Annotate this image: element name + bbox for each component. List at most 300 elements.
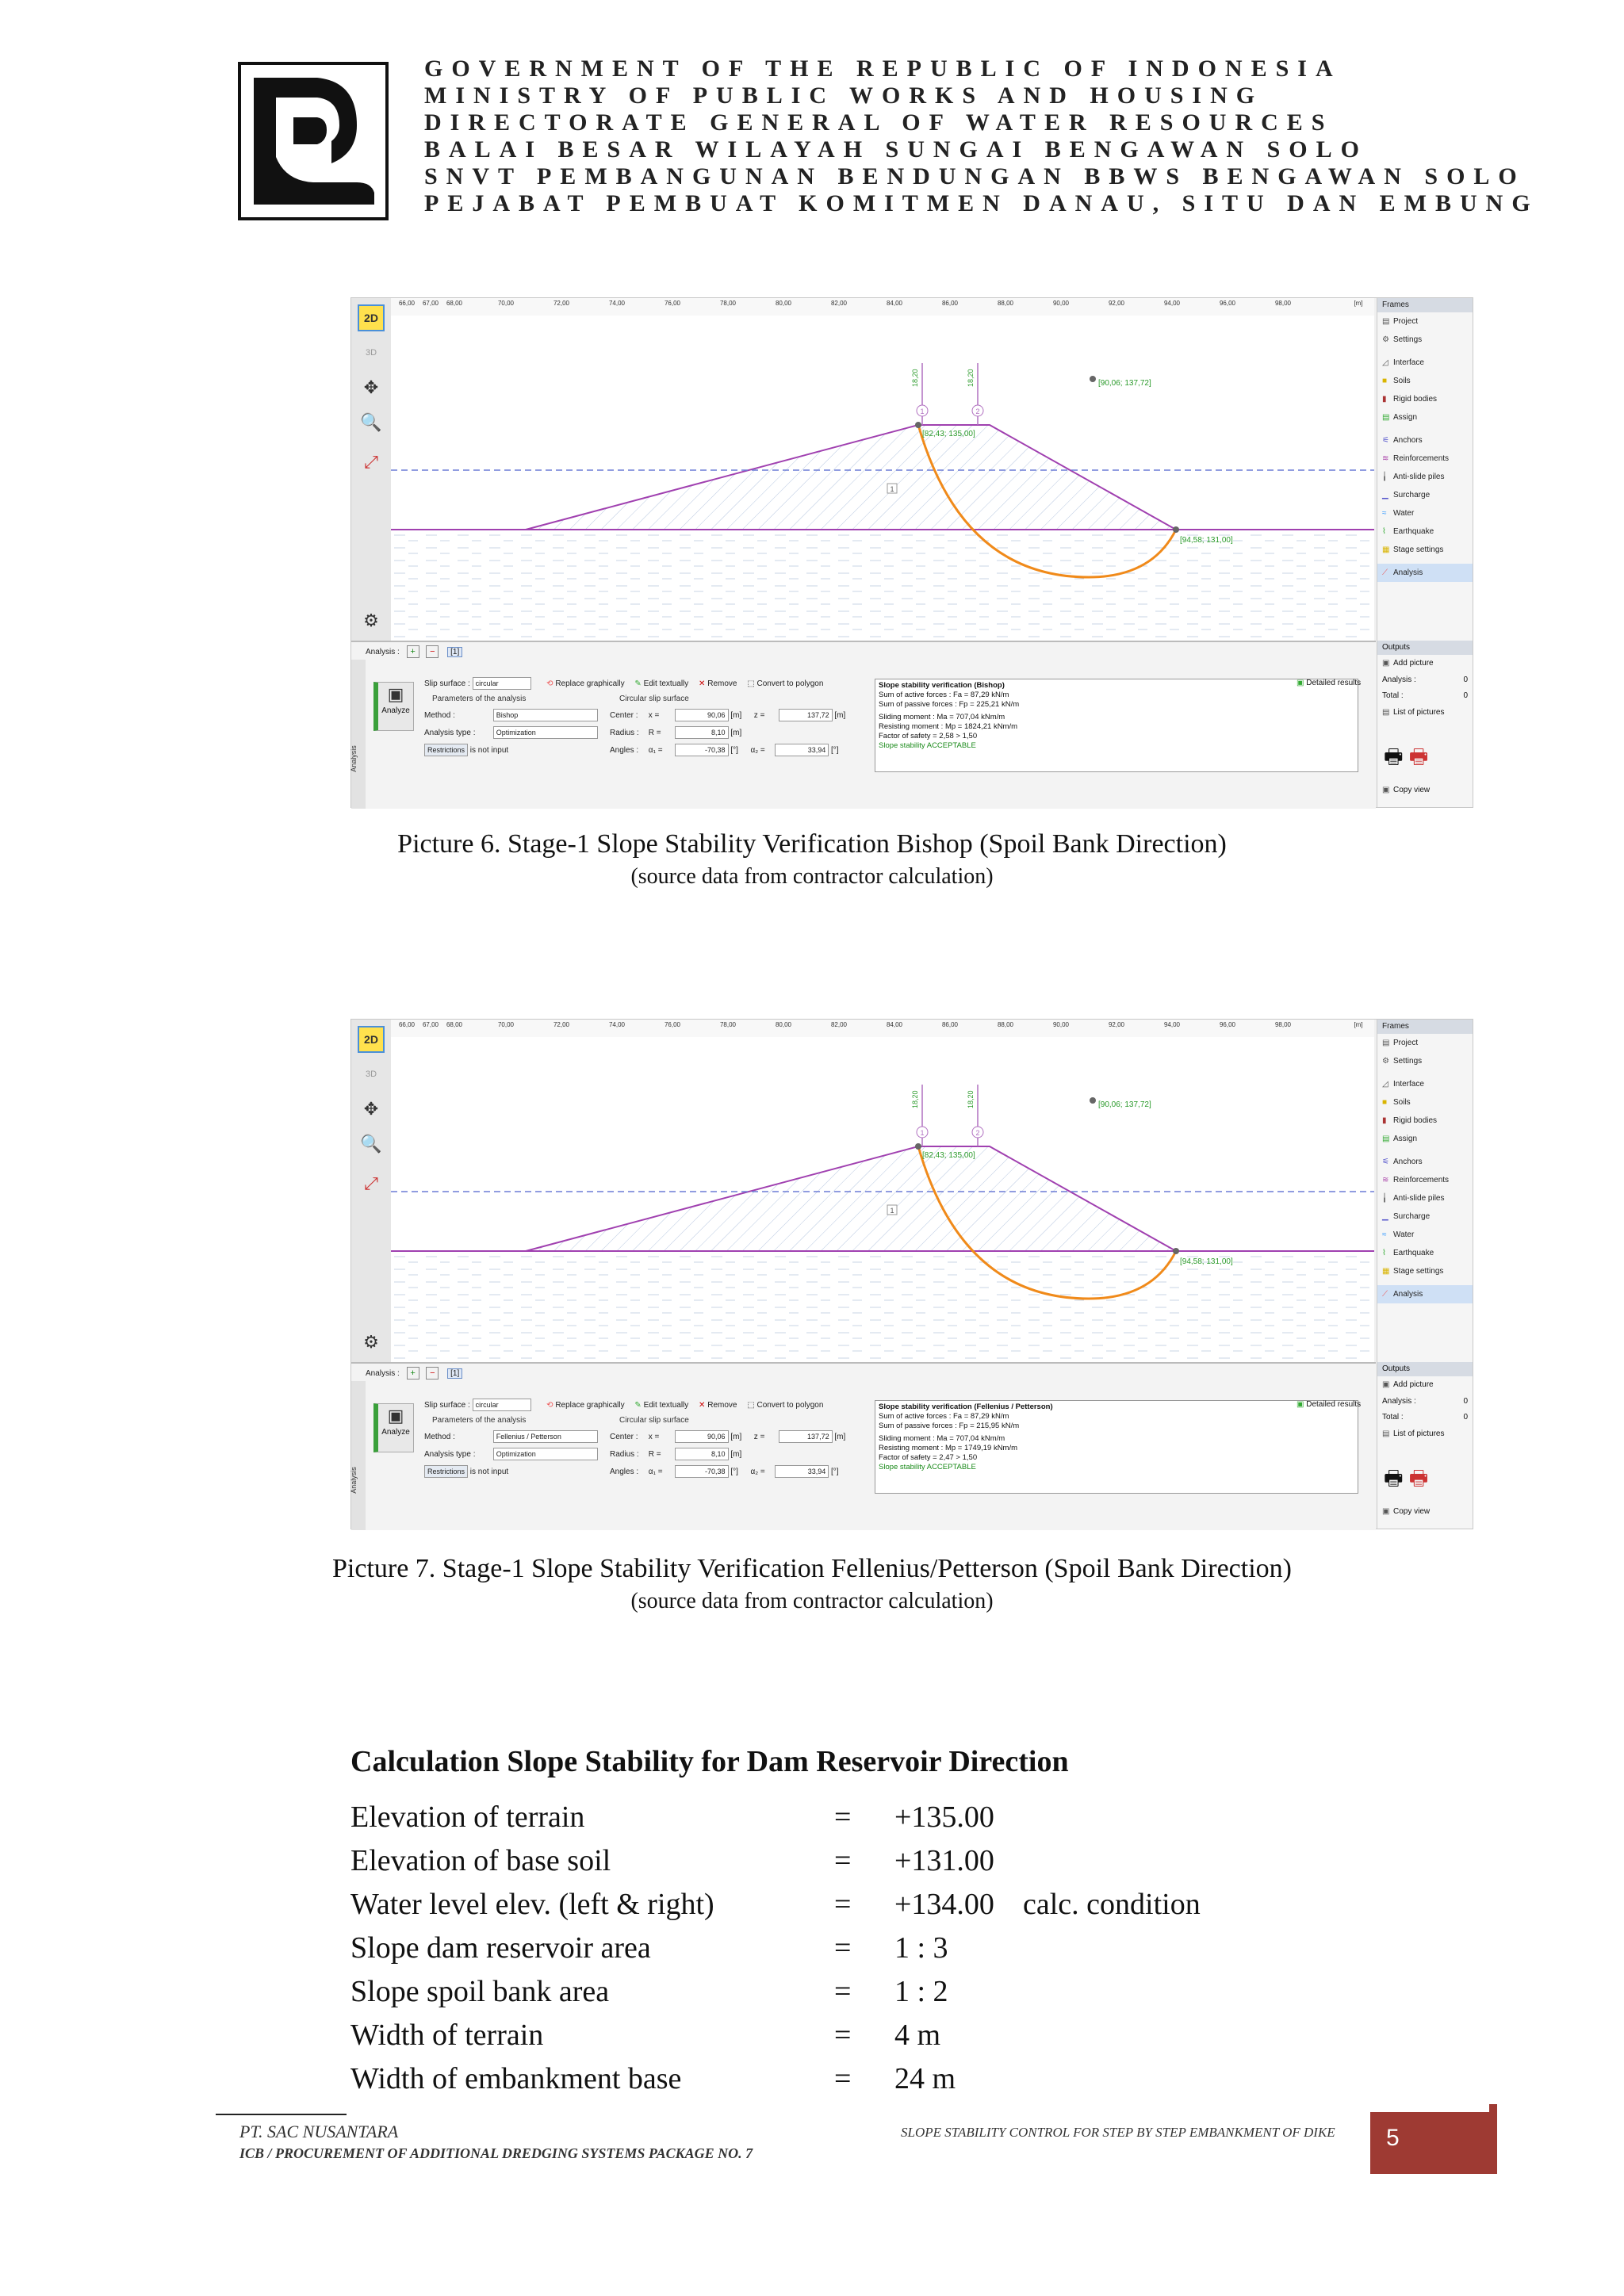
frame-item-label: Assign — [1393, 413, 1418, 422]
outputs-header: Outputs — [1377, 1362, 1473, 1376]
region-number: 1 — [890, 485, 894, 493]
frame-item-assign[interactable] — [1377, 408, 1473, 427]
ruler-tick: 90,00 — [1052, 1021, 1070, 1028]
frame-item-water[interactable] — [1377, 504, 1473, 522]
frame-item-earthquake[interactable] — [1377, 1244, 1473, 1262]
footer-document-title: SLOPE STABILITY CONTROL FOR STEP BY STEP EMBANKMENT OF DIKE — [901, 2125, 1335, 2140]
analyze-icon: ▣ — [387, 1406, 404, 1425]
copy-view-icon: ▣ — [1382, 786, 1390, 794]
foundation-soil — [391, 1251, 1374, 1362]
ruler-tick: 94,00 — [1163, 1021, 1181, 1028]
calc-equals: = — [834, 1844, 852, 1877]
edit-label: Edit textually — [643, 1401, 689, 1410]
center-x-input[interactable]: 90,06 — [675, 709, 729, 721]
add-analysis-icon[interactable]: + — [407, 1367, 419, 1380]
list-of-pictures-button[interactable] — [1377, 704, 1473, 721]
analysis-type-select[interactable]: Optimization — [493, 726, 598, 739]
remove-button[interactable] — [699, 1401, 737, 1410]
radius-input[interactable]: 8,10 — [675, 1448, 729, 1460]
ruler-tick: 96,00 — [1219, 1021, 1236, 1028]
frame-item-earthquake[interactable] — [1377, 522, 1473, 541]
frame-item-reinforcements[interactable] — [1377, 450, 1473, 468]
slip-surface-label: Slip surface : — [424, 679, 470, 688]
ruler-tick: 80,00 — [775, 300, 792, 307]
results-title: Slope stability verification (Bishop) — [879, 681, 1005, 690]
badge-corner — [1489, 2104, 1497, 2112]
center-z-input[interactable]: 137,72 — [779, 709, 833, 721]
replace-icon: ⟲ — [546, 679, 556, 688]
zoom-extents-icon[interactable]: ⤢ — [364, 1173, 378, 1193]
add-analysis-icon[interactable]: + — [407, 645, 419, 658]
soils-icon: ■ — [1382, 1098, 1388, 1107]
calc-value: +131.00 — [894, 1844, 994, 1877]
calc-value: 24 m — [894, 2062, 956, 2095]
results-verdict: Slope stability ACCEPTABLE — [879, 1463, 976, 1471]
ruler-tick: 86,00 — [941, 1021, 959, 1028]
side-tab-label: Analysis — [349, 1467, 358, 1494]
params-title: Parameters of the analysis — [432, 695, 527, 703]
calc-equals: = — [834, 1975, 852, 2008]
frame-item-water[interactable] — [1377, 1226, 1473, 1244]
z-label: z = — [753, 711, 765, 720]
figure-caption: Picture 6. Stage-1 Slope Stability Verification Bishop (Spoil Bank Direction) — [397, 829, 1227, 859]
view-toolbar — [351, 1020, 392, 1362]
frame-item-project[interactable] — [1377, 1034, 1473, 1052]
unit-label: [°] — [831, 1468, 839, 1476]
center-label: Center : — [610, 711, 638, 720]
results-line: Factor of safety = 2,47 > 1,50 — [879, 1453, 978, 1462]
stage-settings-icon: ▦ — [1382, 545, 1390, 554]
frame-item-settings[interactable] — [1377, 331, 1473, 349]
frame-item-label: Anchors — [1393, 1158, 1423, 1166]
zoom-extents-icon[interactable]: ⤢ — [364, 452, 378, 472]
ruler-tick: 67,00 — [422, 1021, 439, 1028]
move-icon[interactable]: ✥ — [363, 377, 379, 397]
ruler-tick: 76,00 — [664, 1021, 681, 1028]
mode-2d-button[interactable]: 2D — [358, 1026, 385, 1053]
a1-label: α₁ = — [648, 746, 663, 755]
frame-item-reinforcements[interactable] — [1377, 1171, 1473, 1189]
frame-item-surcharge[interactable] — [1377, 486, 1473, 504]
ruler — [391, 1020, 1374, 1038]
ruler-tick: 92,00 — [1108, 300, 1125, 307]
frame-item-label: Settings — [1393, 1057, 1423, 1066]
settings-gear-icon[interactable]: ⚙ — [363, 610, 379, 630]
results-line: Factor of safety = 2,58 > 1,50 — [879, 732, 978, 740]
edit-label: Edit textually — [643, 679, 689, 688]
unit-label: [°] — [831, 746, 839, 755]
add-picture-label: Add picture — [1393, 1380, 1434, 1389]
radius-input[interactable]: 8,10 — [675, 726, 729, 739]
frame-item-analysis[interactable] — [1377, 1285, 1473, 1303]
alpha2-input[interactable]: 33,94 — [775, 1465, 829, 1478]
a2-label: α₂ = — [750, 1468, 765, 1476]
analysis-side-tab[interactable] — [351, 1381, 366, 1530]
edit-textually-button[interactable] — [634, 1401, 688, 1410]
toe-point-label: [94,58; 131,00] — [1180, 536, 1233, 545]
add-picture-icon: ▣ — [1382, 659, 1390, 668]
ruler-tick: [m] — [1354, 300, 1363, 307]
ruler-tick: 74,00 — [608, 300, 626, 307]
frame-item-label: Reinforcements — [1393, 1176, 1450, 1184]
calc-value: 4 m — [894, 2019, 941, 2052]
load-num-label: 2 — [975, 408, 980, 415]
calc-value: 1 : 2 — [894, 1975, 948, 2008]
analysis-type-select[interactable]: Optimization — [493, 1448, 598, 1460]
ruler-tick: 82,00 — [830, 1021, 848, 1028]
method-select[interactable]: Bishop — [493, 709, 598, 721]
header-institution-lines — [424, 55, 1539, 217]
unit-label: [°] — [730, 746, 738, 755]
detailed-results-icon: ▣ — [1297, 679, 1307, 687]
replace-icon: ⟲ — [546, 1401, 556, 1410]
analyze-label: Analyze — [381, 1428, 410, 1437]
unit-label: [m] — [730, 1433, 742, 1441]
analysis-bar — [366, 1367, 462, 1380]
surcharge-icon: ▁ — [1382, 1212, 1388, 1221]
remove-analysis-icon[interactable]: − — [426, 645, 439, 658]
frame-item-label: Assign — [1393, 1135, 1418, 1143]
analyze-icon: ▣ — [387, 684, 404, 704]
a2-label: α₂ = — [750, 746, 765, 755]
outputs-panel — [1377, 641, 1473, 807]
frame-item-interface[interactable] — [1377, 354, 1473, 372]
header-line: GOVERNMENT OF THE REPUBLIC OF INDONESIA — [424, 55, 1342, 82]
ruler-tick: 70,00 — [497, 300, 515, 307]
frame-item-label: Water — [1393, 1230, 1415, 1239]
earthquake-icon: ⌇ — [1382, 1249, 1386, 1257]
copy-view-button[interactable] — [1377, 782, 1430, 799]
earthquake-icon: ⌇ — [1382, 527, 1386, 536]
detailed-results-label: Detailed results — [1306, 679, 1362, 687]
frame-item-label: Interface — [1393, 1080, 1424, 1089]
slip-center-point — [1090, 1097, 1096, 1104]
alpha2-input[interactable]: 33,94 — [775, 744, 829, 756]
analysis-panel — [351, 1362, 1376, 1530]
analysis-bar — [366, 645, 462, 658]
circ-title: Circular slip surface — [619, 695, 689, 703]
ruler-tick: 70,00 — [497, 1021, 515, 1028]
frame-item-rigid-bodies[interactable] — [1377, 1112, 1473, 1130]
frame-item-anti-slide-piles[interactable] — [1377, 468, 1473, 486]
frame-item-analysis[interactable] — [1377, 564, 1473, 582]
header-line: SNVT PEMBANGUNAN BENDUNGAN BBWS BENGAWAN SOLO — [424, 163, 1526, 189]
piles-icon: ╽ — [1382, 473, 1388, 481]
frame-item-project[interactable] — [1377, 312, 1473, 331]
settings-icon: ⚙ — [1382, 335, 1389, 344]
mode-2d-button[interactable]: 2D — [358, 304, 385, 331]
convert-label: Convert to polygon — [756, 679, 824, 688]
angles-label: Angles : — [610, 746, 639, 755]
load-value-label: 18,20 — [911, 369, 919, 387]
ruler — [391, 298, 1374, 316]
convert-icon: ⬚ — [747, 1401, 757, 1410]
list-of-pictures-button[interactable] — [1377, 1425, 1473, 1443]
a1-label: α₁ = — [648, 1468, 663, 1476]
load-value-label: 18,20 — [967, 1090, 975, 1108]
slip-surface-label: Slip surface : — [424, 1401, 470, 1410]
project-icon: ▤ — [1382, 1039, 1390, 1047]
frame-item-settings[interactable] — [1377, 1052, 1473, 1070]
side-tab-label: Analysis — [349, 745, 358, 772]
r-label: R = — [648, 1450, 661, 1459]
load-value-label: 18,20 — [967, 369, 975, 387]
frame-item-anchors[interactable] — [1377, 1153, 1473, 1171]
view-toolbar — [351, 298, 392, 641]
foundation-soil — [391, 530, 1374, 641]
rigid-bodies-icon: ▮ — [1382, 395, 1387, 404]
frame-item-soils[interactable] — [1377, 372, 1473, 390]
outputs-analysis-count: 0 — [1463, 675, 1468, 684]
model-canvas[interactable] — [391, 1037, 1374, 1362]
calc-value: +135.00 — [894, 1800, 994, 1834]
anchors-icon: ⚟ — [1382, 436, 1389, 445]
results-line: Sum of passive forces : Fp = 225,21 kN/m — [879, 700, 1020, 709]
frame-item-label: Anchors — [1393, 436, 1423, 445]
settings-icon: ⚙ — [1382, 1057, 1389, 1066]
load-num-label: 1 — [920, 408, 925, 415]
ruler-tick: 88,00 — [997, 300, 1014, 307]
circ-title: Circular slip surface — [619, 1416, 689, 1425]
r-label: R = — [648, 729, 661, 737]
crest-point-label: [82,43; 135,00] — [922, 430, 975, 438]
embankment-body — [526, 425, 1176, 530]
calc-label: Width of embankment base — [350, 2062, 682, 2095]
analyze-button[interactable] — [373, 1403, 414, 1452]
frame-item-surcharge[interactable] — [1377, 1207, 1473, 1226]
alpha1-input[interactable]: -70,38 — [675, 744, 729, 756]
restrictions-button[interactable]: Restrictions — [424, 1465, 468, 1478]
footer-company: PT. SAC NUSANTARA — [239, 2122, 399, 2141]
replace-label: Replace graphically — [555, 679, 625, 688]
restrictions-value: is not input — [469, 1468, 509, 1476]
restrictions-button[interactable]: Restrictions — [424, 744, 468, 756]
method-select[interactable]: Fellenius / Petterson — [493, 1430, 598, 1443]
crest-point — [915, 1143, 921, 1150]
results-line: Sliding moment : Ma = 707,04 kNm/m — [879, 1434, 1005, 1443]
alpha1-input[interactable]: -70,38 — [675, 1465, 729, 1478]
frame-item-interface[interactable] — [1377, 1075, 1473, 1093]
interface-icon: ◿ — [1382, 1080, 1388, 1089]
analyze-button[interactable] — [373, 682, 414, 731]
analysis-side-tab[interactable] — [351, 660, 366, 809]
figure-source: (source data from contractor calculation) — [630, 864, 994, 889]
analysis-type-label: Analysis type : — [424, 729, 476, 737]
interface-icon: ◿ — [1382, 358, 1388, 367]
header-line: MINISTRY OF PUBLIC WORKS AND HOUSING — [424, 82, 1264, 109]
ruler-tick: 72,00 — [553, 1021, 570, 1028]
results-line: Resisting moment : Mp = 1824,21 kNm/m — [879, 722, 1018, 731]
frame-item-anti-slide-piles[interactable] — [1377, 1189, 1473, 1207]
move-icon[interactable]: ✥ — [363, 1099, 379, 1119]
zoom-icon[interactable]: 🔍 — [360, 1134, 382, 1154]
detailed-results-label: Detailed results — [1306, 1400, 1362, 1409]
ruler-tick: 86,00 — [941, 300, 959, 307]
unit-label: [m] — [730, 1450, 742, 1459]
radius-label: Radius : — [610, 729, 639, 737]
ruler-tick: 72,00 — [553, 300, 570, 307]
replace-graphically-button[interactable] — [546, 1401, 624, 1410]
unit-label: [m] — [730, 711, 742, 720]
frame-item-label: Stage settings — [1393, 545, 1444, 554]
outputs-analysis-count: 0 — [1463, 1397, 1468, 1406]
analysis-tab[interactable]: [1] — [447, 647, 462, 657]
frame-item-label: Rigid bodies — [1393, 1116, 1438, 1125]
figure-source: (source data from contractor calculation) — [630, 1589, 994, 1613]
analysis-label: Analysis : — [366, 648, 400, 656]
ruler-tick: 74,00 — [608, 1021, 626, 1028]
toe-point — [1173, 526, 1179, 533]
detailed-results-button[interactable] — [1297, 1400, 1361, 1409]
remove-button[interactable] — [699, 679, 737, 688]
calc-label: Slope dam reservoir area — [350, 1931, 651, 1965]
results-box — [875, 1400, 1358, 1494]
remove-analysis-icon[interactable]: − — [426, 1367, 439, 1380]
results-title: Slope stability verification (Fellenius / Petterson) — [879, 1402, 1053, 1411]
model-canvas[interactable] — [391, 316, 1374, 641]
print-preview-icon[interactable]: 🖶 — [1408, 744, 1429, 768]
params-title: Parameters of the analysis — [432, 1416, 527, 1425]
remove-icon: ✕ — [699, 1401, 708, 1410]
outputs-total-count: 0 — [1463, 1413, 1468, 1422]
frame-item-rigid-bodies[interactable] — [1377, 390, 1473, 408]
frames-header: Frames — [1377, 1020, 1473, 1034]
radius-label: Radius : — [610, 1450, 639, 1459]
ruler-tick: 67,00 — [422, 300, 439, 307]
method-label: Method : — [424, 711, 455, 720]
ruler-tick: 90,00 — [1052, 300, 1070, 307]
crest-point-label: [82,43; 135,00] — [922, 1151, 975, 1160]
add-picture-label: Add picture — [1393, 659, 1434, 668]
print-icon[interactable]: 🖶 — [1384, 1466, 1404, 1490]
outputs-total-count: 0 — [1463, 691, 1468, 700]
list-icon: ▤ — [1382, 708, 1390, 717]
ruler-tick: 68,00 — [446, 1021, 463, 1028]
toe-point — [1173, 1248, 1179, 1254]
copy-view-button[interactable] — [1377, 1503, 1430, 1521]
results-verdict: Slope stability ACCEPTABLE — [879, 741, 976, 750]
assign-icon: ▤ — [1382, 1135, 1390, 1143]
print-icon[interactable]: 🖶 — [1384, 744, 1404, 768]
center-z-input[interactable]: 137,72 — [779, 1430, 833, 1443]
remove-label: Remove — [707, 679, 737, 688]
page-number-badge — [1370, 2112, 1497, 2174]
frame-item-label: Project — [1393, 317, 1419, 326]
settings-gear-icon[interactable]: ⚙ — [363, 1332, 379, 1352]
outputs-panel — [1377, 1362, 1473, 1529]
results-line: Sum of active forces : Fa = 87,29 kN/m — [879, 691, 1009, 699]
angles-label: Angles : — [610, 1468, 639, 1476]
frame-item-label: Soils — [1393, 1098, 1411, 1107]
frame-item-soils[interactable] — [1377, 1093, 1473, 1112]
frame-item-label: Interface — [1393, 358, 1424, 367]
frame-item-anchors[interactable] — [1377, 431, 1473, 450]
toe-point-label: [94,58; 131,00] — [1180, 1257, 1233, 1266]
surcharge-icon: ▁ — [1382, 491, 1388, 499]
frame-item-label: Water — [1393, 509, 1415, 518]
frame-item-label: Project — [1393, 1039, 1419, 1047]
slip-surface-select[interactable]: circular — [473, 1399, 531, 1411]
copy-view-label: Copy view — [1393, 786, 1431, 794]
calc-label: Width of terrain — [350, 2019, 544, 2052]
add-picture-button[interactable] — [1377, 1376, 1473, 1394]
reinforcements-icon: ≋ — [1382, 454, 1389, 463]
outputs-total-label: Total : — [1382, 1413, 1404, 1422]
frame-item-assign[interactable] — [1377, 1130, 1473, 1148]
analysis-label: Analysis : — [366, 1369, 400, 1378]
method-label: Method : — [424, 1433, 455, 1441]
analysis-icon: ⟋ — [1382, 568, 1388, 577]
unit-label: [m] — [834, 1433, 846, 1441]
print-preview-icon[interactable]: 🖶 — [1408, 1466, 1429, 1490]
detailed-results-button[interactable] — [1297, 679, 1361, 687]
list-label: List of pictures — [1393, 1429, 1445, 1438]
results-box — [875, 679, 1358, 772]
slip-surface-select[interactable]: circular — [473, 677, 531, 690]
remove-label: Remove — [707, 1401, 737, 1410]
ruler-tick: 78,00 — [719, 300, 737, 307]
edit-icon: ✎ — [634, 679, 644, 688]
convert-to-polygon-button[interactable] — [747, 679, 823, 688]
frame-item-stage-settings[interactable] — [1377, 541, 1473, 559]
frame-item-label: Anti-slide piles — [1393, 473, 1445, 481]
edit-textually-button[interactable] — [634, 679, 688, 688]
outputs-total-label: Total : — [1382, 691, 1404, 700]
assign-icon: ▤ — [1382, 413, 1390, 422]
ruler-tick: 92,00 — [1108, 1021, 1125, 1028]
add-picture-button[interactable] — [1377, 655, 1473, 672]
ruler-tick: 82,00 — [830, 300, 848, 307]
calc-equals: = — [834, 1888, 852, 1921]
outputs-analysis-label: Analysis : — [1382, 1397, 1416, 1406]
calc-note: calc. condition — [1023, 1888, 1201, 1921]
results-line: Sliding moment : Ma = 707,04 kNm/m — [879, 713, 1005, 721]
calc-equals: = — [834, 1931, 852, 1965]
center-x-input[interactable]: 90,06 — [675, 1430, 729, 1443]
convert-icon: ⬚ — [747, 679, 757, 688]
calc-label: Slope spoil bank area — [350, 1975, 610, 2008]
unit-label: [m] — [730, 729, 742, 737]
piles-icon: ╽ — [1382, 1194, 1388, 1203]
zoom-icon[interactable]: 🔍 — [360, 412, 382, 432]
ruler-tick: [m] — [1354, 1021, 1363, 1028]
water-icon: ≈ — [1382, 1230, 1387, 1239]
calc-label: Water level elev. (left & right) — [350, 1888, 714, 1921]
frame-item-label: Earthquake — [1393, 527, 1434, 536]
results-line: Resisting moment : Mp = 1749,19 kNm/m — [879, 1444, 1018, 1452]
convert-to-polygon-button[interactable] — [747, 1401, 823, 1410]
geo5-screenshot-fellenius — [350, 1019, 1473, 1529]
outputs-analysis-label: Analysis : — [1382, 675, 1416, 684]
calc-value: 1 : 3 — [894, 1931, 948, 1965]
header-line: DIRECTORATE GENERAL OF WATER RESOURCES — [424, 109, 1334, 136]
center-point-label: [90,06; 137,72] — [1098, 1100, 1151, 1109]
anchors-icon: ⚟ — [1382, 1158, 1389, 1166]
replace-label: Replace graphically — [555, 1401, 625, 1410]
frame-item-label: Anti-slide piles — [1393, 1194, 1445, 1203]
replace-graphically-button[interactable] — [546, 679, 624, 688]
add-picture-icon: ▣ — [1382, 1380, 1390, 1389]
list-label: List of pictures — [1393, 708, 1445, 717]
slip-center-point — [1090, 376, 1096, 382]
results-line: Sum of passive forces : Fp = 215,95 kN/m — [879, 1422, 1020, 1430]
mode-3d-button[interactable]: 3D — [365, 1070, 377, 1079]
frames-panel — [1377, 1020, 1473, 1362]
analysis-type-label: Analysis type : — [424, 1450, 476, 1459]
frame-item-stage-settings[interactable] — [1377, 1262, 1473, 1280]
mode-3d-button[interactable]: 3D — [365, 348, 377, 358]
analysis-tab[interactable]: [1] — [447, 1368, 462, 1379]
